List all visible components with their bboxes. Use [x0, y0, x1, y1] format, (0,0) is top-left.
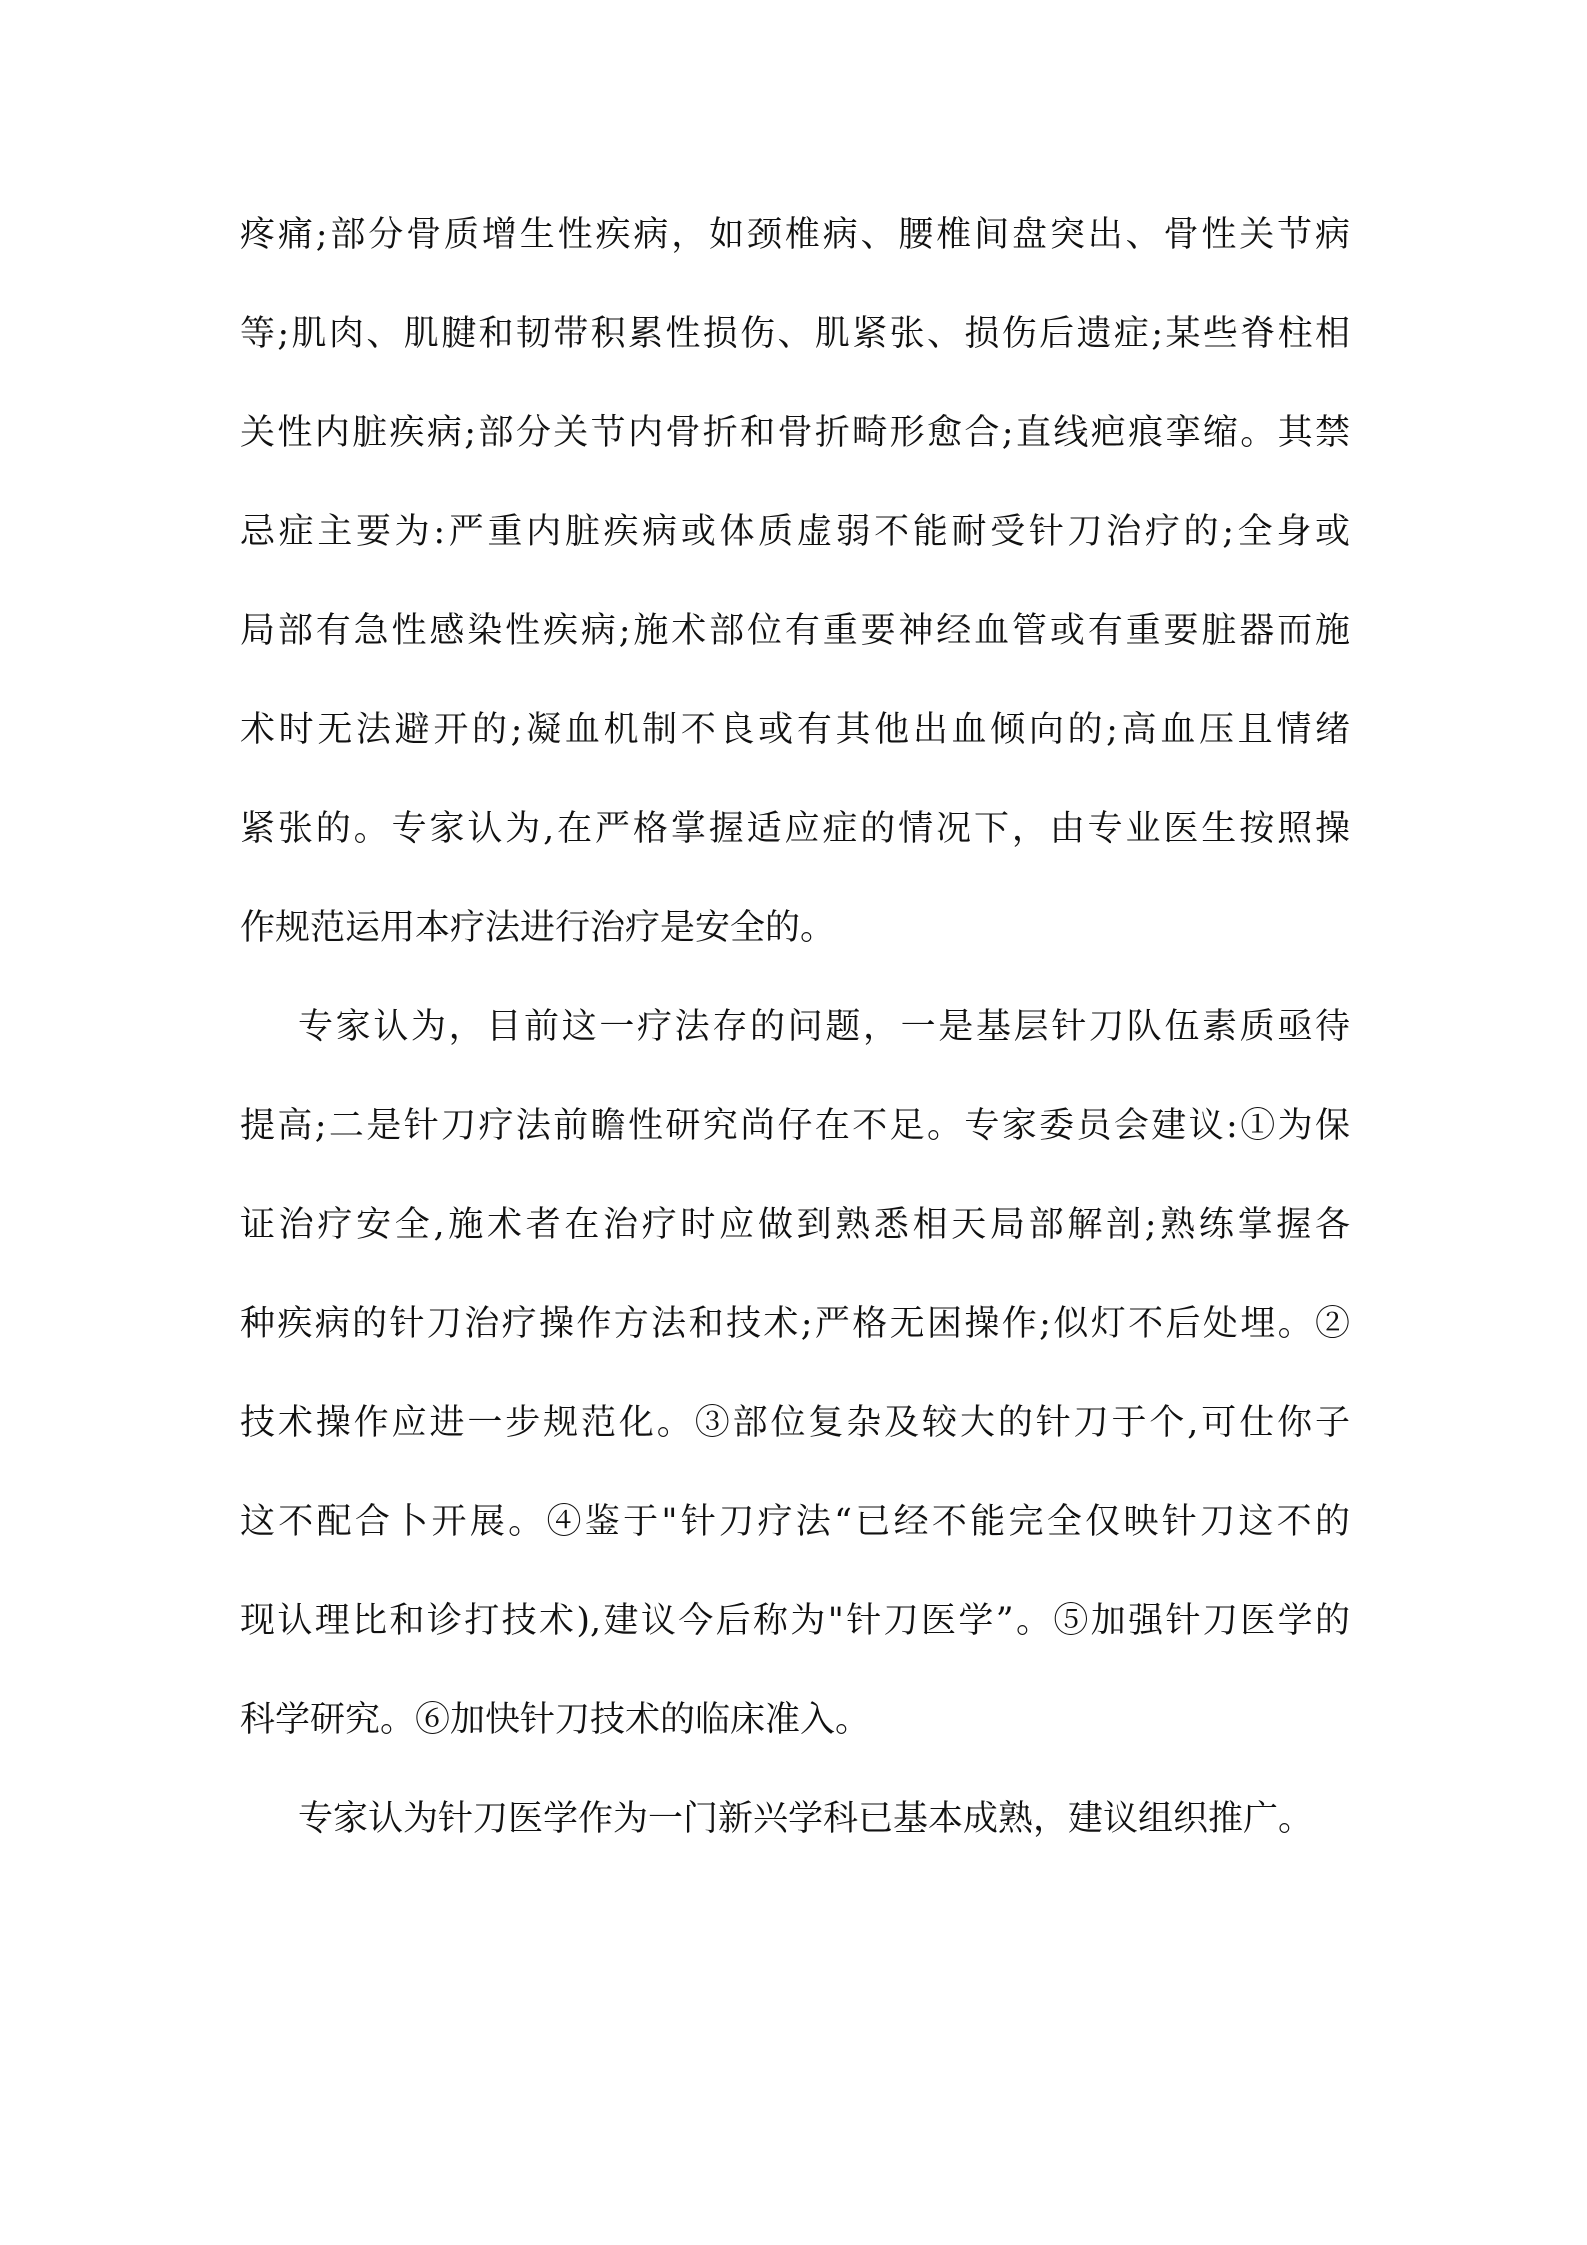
- text-line: 证治疗安全,施术者在治疗时应做到熟悉相天局部解剖;熟练掌握各: [240, 1205, 1350, 1245]
- paragraph-indications: [240, 200, 1350, 992]
- paragraph-recommendations: [240, 992, 1350, 1784]
- text-line: 专家认为针刀医学作为一门新兴学科已基本成熟，建议组织推广。: [298, 1799, 1314, 1839]
- text-line: 紧张的。专家认为,在严格掌握适应症的情况下，由专业医生按照操: [240, 809, 1350, 849]
- paragraph-conclusion: [240, 1784, 1350, 1883]
- body-text: [240, 200, 1350, 1883]
- text-line: 作规范运用本疗法进行治疗是安全的。: [240, 908, 836, 948]
- text-line: 提高;二是针刀疗法前瞻性研究尚仔在不足。专家委员会建议:①为保: [240, 1106, 1350, 1146]
- text-line: 疼痛;部分骨质增生性疾病，如颈椎病、腰椎间盘突出、骨性关节病: [240, 215, 1350, 255]
- text-line: 术时无法避开的;凝血机制不良或有其他出血倾向的;高血压且情绪: [240, 710, 1350, 750]
- text-line: 关性内脏疾病;部分关节内骨折和骨折畸形愈合;直线疤痕挛缩。其禁: [240, 413, 1350, 453]
- text-line: 科学研究。⑥加快针刀技术的临床准入。: [240, 1700, 871, 1740]
- text-line: 局部有急性感染性疾病;施术部位有重要神经血管或有重要脏器而施: [240, 611, 1350, 651]
- text-line: 现认理比和诊打技术),建议今后称为"针刀医学”。⑤加强针刀医学的: [240, 1601, 1350, 1641]
- text-line: 这不配合卜开展。④鉴于"针刀疗法“已经不能完全仅映针刀这不的: [240, 1502, 1350, 1542]
- text-line: 种疾病的针刀治疗操作方法和技术;严格无困操作;似灯不后处埋。②: [240, 1304, 1350, 1344]
- text-line: 专家认为，目前这一疗法存的问题，一是基层针刀队伍素质亟待: [298, 1007, 1350, 1047]
- text-line: 等;肌肉、肌腱和韧带积累性损伤、肌紧张、损伤后遗症;某些脊柱相: [240, 314, 1350, 354]
- text-line: 技术操作应进一步规范化。③部位复杂及较大的针刀于个,可仕你子: [240, 1403, 1350, 1443]
- text-line: 忌症主要为:严重内脏疾病或体质虚弱不能耐受针刀治疗的;全身或: [240, 512, 1350, 552]
